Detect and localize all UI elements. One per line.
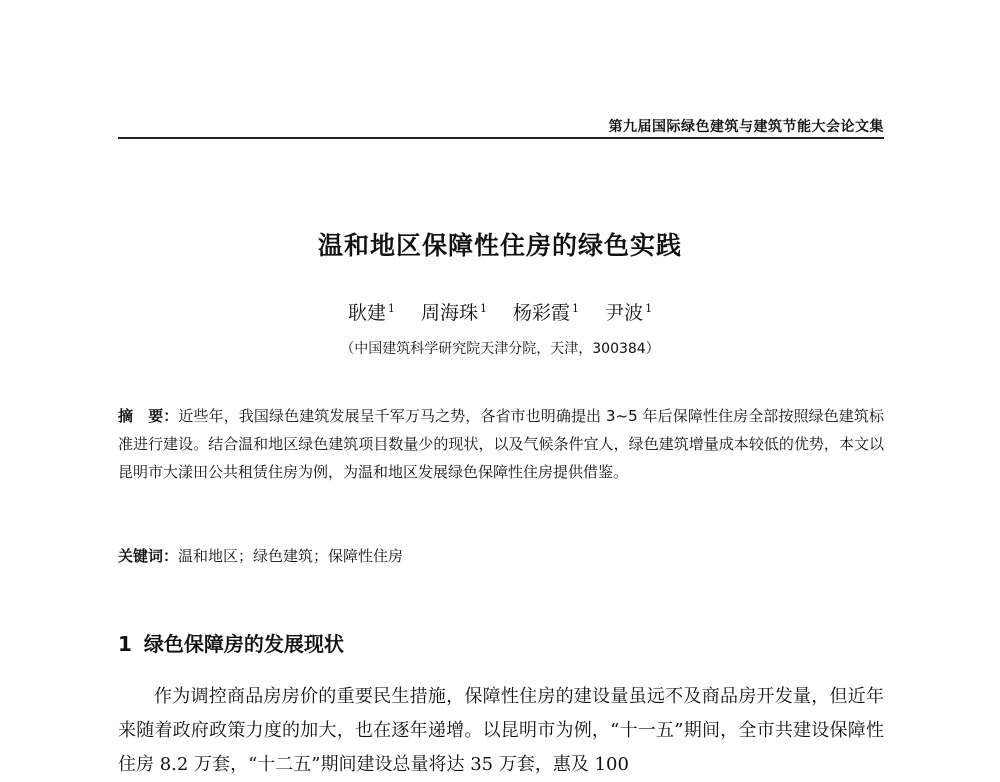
section-paragraph: 作为调控商品房房价的重要民生措施，保障性住房的建设量虽远不及商品房开发量，但近年来随着政府政策力度的加大，也在逐年递增。以昆明市为例，“十一五”期间，全市共建设保障性住房 8.2 万套，“十二五”期间建设总量将达 35 万套，惠及 100 <box>118 686 884 775</box>
abstract <box>118 402 884 486</box>
author <box>605 298 652 325</box>
abstract-label: 摘 要： <box>118 407 179 425</box>
affiliation: （中国建筑科学研究院天津分院，天津，300384） <box>340 341 660 357</box>
keywords <box>118 544 884 568</box>
paper-title: 温和地区保障性住房的绿色实践 <box>317 231 682 260</box>
section-heading <box>118 628 344 657</box>
author-affiliation-mark: 1 <box>387 301 395 315</box>
section-number: 1 <box>118 632 132 656</box>
author-affiliation-mark: 1 <box>479 301 487 315</box>
keywords-text: 温和地区；绿色建筑；保障性住房 <box>178 547 404 565</box>
author <box>421 298 487 325</box>
author-name: 尹波 <box>605 302 644 324</box>
author <box>348 298 395 325</box>
author-list <box>0 298 1000 325</box>
author-affiliation-mark: 1 <box>645 301 653 315</box>
section-title: 绿色保障房的发展现状 <box>143 632 344 656</box>
header-rule <box>118 137 884 139</box>
author-name: 杨彩霞 <box>513 302 571 324</box>
abstract-text: 近些年，我国绿色建筑发展呈千军万马之势，各省市也明确提出 3~5 年后保障性住房全部按照绿色建筑标准进行建设。结合温和地区绿色建筑项目数量少的现状，以及气候条件宜人，绿色建筑增量成本较低的优势，本文以昆明市大漾田公共租赁住房为例，为温和地区发展绿色保障性住房提供借鉴。 <box>118 407 884 481</box>
author <box>513 298 579 325</box>
keywords-label: 关键词： <box>118 547 179 565</box>
author-name: 耿建 <box>347 302 386 324</box>
author-name: 周海珠 <box>420 302 478 324</box>
running-header: 第九届国际绿色建筑与建筑节能大会论文集 <box>608 119 884 135</box>
author-affiliation-mark: 1 <box>572 301 580 315</box>
